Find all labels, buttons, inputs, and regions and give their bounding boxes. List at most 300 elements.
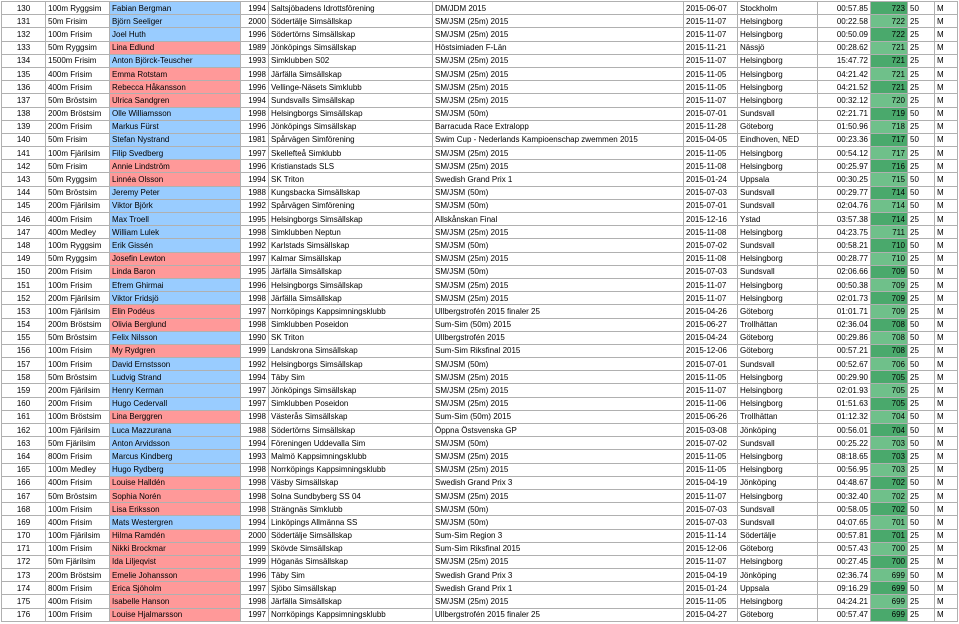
- competition-cell: SM/JSM (50m): [433, 503, 684, 516]
- competition-cell: SM/JSM (50m): [433, 437, 684, 450]
- swimmer-name-cell: Anton Arvidsson: [110, 437, 241, 450]
- table-row: [2, 410, 958, 423]
- club-cell: Väsby Simsällskap: [269, 476, 433, 489]
- table-row: [2, 2, 958, 15]
- competition-cell: Swedish Grand Prix 1: [433, 173, 684, 186]
- competition-cell: SM/JSM (25m) 2015: [433, 371, 684, 384]
- club-cell: Strängnäs Simklubb: [269, 503, 433, 516]
- sex-cell: M: [935, 213, 958, 226]
- table-row: [2, 265, 958, 278]
- event-cell: 200m Fjärilsim: [46, 199, 110, 212]
- rank-cell: 132: [2, 28, 46, 41]
- date-cell: 2015-12-06: [684, 344, 738, 357]
- table-row: [2, 555, 958, 568]
- club-cell: Täby Sim: [269, 569, 433, 582]
- event-cell: 50m Bröstsim: [46, 186, 110, 199]
- city-cell: Uppsala: [738, 173, 818, 186]
- swimmer-name-cell: Emelie Johansson: [110, 569, 241, 582]
- pool-length-cell: 25: [908, 28, 935, 41]
- table-row: [2, 305, 958, 318]
- sex-cell: M: [935, 199, 958, 212]
- event-cell: 100m Frisim: [46, 358, 110, 371]
- date-cell: 2015-04-19: [684, 476, 738, 489]
- rank-cell: 158: [2, 371, 46, 384]
- date-cell: 2015-11-05: [684, 595, 738, 608]
- event-cell: 200m Fjärilsim: [46, 292, 110, 305]
- rank-cell: 167: [2, 489, 46, 502]
- swimmer-name-cell: Sophia Norén: [110, 489, 241, 502]
- date-cell: 2015-03-08: [684, 424, 738, 437]
- event-cell: 200m Bröstsim: [46, 569, 110, 582]
- table-row: [2, 595, 958, 608]
- swimmer-name-cell: Lisa Eriksson: [110, 503, 241, 516]
- swimmer-name-cell: Hugo Rydberg: [110, 463, 241, 476]
- event-cell: 50m Fjärilsim: [46, 437, 110, 450]
- city-cell: Göteborg: [738, 305, 818, 318]
- event-cell: 50m Ryggsim: [46, 173, 110, 186]
- table-row: [2, 213, 958, 226]
- date-cell: 2015-11-07: [684, 278, 738, 291]
- club-cell: Föreningen Uddevalla Sim: [269, 437, 433, 450]
- rank-cell: 147: [2, 226, 46, 239]
- points-cell: 718: [871, 120, 908, 133]
- birth-year-cell: 1997: [241, 147, 269, 160]
- rank-cell: 172: [2, 555, 46, 568]
- ranking-table: [1, 1, 958, 622]
- sex-cell: M: [935, 239, 958, 252]
- pool-length-cell: 25: [908, 384, 935, 397]
- city-cell: Helsingborg: [738, 147, 818, 160]
- event-cell: 50m Ryggsim: [46, 252, 110, 265]
- date-cell: 2015-07-01: [684, 358, 738, 371]
- event-cell: 100m Frisim: [46, 28, 110, 41]
- city-cell: Göteborg: [738, 608, 818, 621]
- club-cell: Spårvägen Simförening: [269, 199, 433, 212]
- birth-year-cell: 2000: [241, 529, 269, 542]
- time-cell: 00:57.47: [818, 608, 871, 621]
- competition-cell: SM/JSM (25m) 2015: [433, 384, 684, 397]
- date-cell: 2015-07-02: [684, 239, 738, 252]
- sex-cell: M: [935, 94, 958, 107]
- pool-length-cell: 25: [908, 226, 935, 239]
- date-cell: 2015-11-07: [684, 489, 738, 502]
- table-row: [2, 239, 958, 252]
- date-cell: 2015-11-07: [684, 292, 738, 305]
- date-cell: 2015-07-03: [684, 503, 738, 516]
- pool-length-cell: 50: [908, 239, 935, 252]
- sex-cell: M: [935, 569, 958, 582]
- time-cell: 00:28.62: [818, 41, 871, 54]
- competition-cell: DM/JDM 2015: [433, 2, 684, 15]
- pool-length-cell: 25: [908, 555, 935, 568]
- points-cell: 717: [871, 147, 908, 160]
- sex-cell: M: [935, 107, 958, 120]
- rank-cell: 176: [2, 608, 46, 621]
- points-cell: 716: [871, 160, 908, 173]
- event-cell: 100m Frisim: [46, 542, 110, 555]
- birth-year-cell: 1996: [241, 81, 269, 94]
- time-cell: 15:47.72: [818, 54, 871, 67]
- competition-cell: SM/JSM (50m): [433, 516, 684, 529]
- swimmer-name-cell: Filip Svedberg: [110, 147, 241, 160]
- time-cell: 00:25.97: [818, 160, 871, 173]
- sex-cell: M: [935, 397, 958, 410]
- birth-year-cell: 1999: [241, 542, 269, 555]
- birth-year-cell: 1992: [241, 358, 269, 371]
- competition-cell: SM/JSM (25m) 2015: [433, 595, 684, 608]
- city-cell: Nässjö: [738, 41, 818, 54]
- time-cell: 04:24.21: [818, 595, 871, 608]
- swimmer-name-cell: Ludvig Strand: [110, 371, 241, 384]
- points-cell: 709: [871, 278, 908, 291]
- rank-cell: 156: [2, 344, 46, 357]
- sex-cell: M: [935, 358, 958, 371]
- city-cell: Sundsvall: [738, 437, 818, 450]
- table-row: [2, 569, 958, 582]
- sex-cell: M: [935, 147, 958, 160]
- pool-length-cell: 25: [908, 54, 935, 67]
- time-cell: 01:51.63: [818, 397, 871, 410]
- rank-cell: 153: [2, 305, 46, 318]
- club-cell: Jönköpings Simsällskap: [269, 120, 433, 133]
- swimmer-name-cell: Luca Mazzurana: [110, 424, 241, 437]
- swimmer-name-cell: Ida Liljeqvist: [110, 555, 241, 568]
- birth-year-cell: 1994: [241, 173, 269, 186]
- sex-cell: M: [935, 542, 958, 555]
- pool-length-cell: 50: [908, 331, 935, 344]
- pool-length-cell: 50: [908, 503, 935, 516]
- club-cell: Södertälje Simsällskap: [269, 15, 433, 28]
- table-row: [2, 424, 958, 437]
- event-cell: 200m Fjärilsim: [46, 384, 110, 397]
- rank-cell: 164: [2, 450, 46, 463]
- rank-cell: 144: [2, 186, 46, 199]
- time-cell: 00:58.21: [818, 239, 871, 252]
- ranking-rows: [2, 2, 958, 622]
- pool-length-cell: 50: [908, 265, 935, 278]
- event-cell: 200m Bröstsim: [46, 107, 110, 120]
- event-cell: 400m Frisim: [46, 476, 110, 489]
- date-cell: 2015-04-26: [684, 305, 738, 318]
- city-cell: Helsingborg: [738, 54, 818, 67]
- pool-length-cell: 25: [908, 41, 935, 54]
- city-cell: Göteborg: [738, 344, 818, 357]
- time-cell: 09:16.29: [818, 582, 871, 595]
- swimmer-name-cell: Marcus Kindberg: [110, 450, 241, 463]
- sex-cell: M: [935, 344, 958, 357]
- club-cell: Järfälla Simsällskap: [269, 67, 433, 80]
- city-cell: Helsingborg: [738, 15, 818, 28]
- sex-cell: M: [935, 226, 958, 239]
- event-cell: 50m Frisim: [46, 15, 110, 28]
- table-row: [2, 384, 958, 397]
- birth-year-cell: 1994: [241, 2, 269, 15]
- sex-cell: M: [935, 476, 958, 489]
- birth-year-cell: 1996: [241, 569, 269, 582]
- club-cell: Simklubben Poseidon: [269, 318, 433, 331]
- event-cell: 100m Fjärilsim: [46, 305, 110, 318]
- points-cell: 705: [871, 397, 908, 410]
- club-cell: Vellinge-Näsets Simklubb: [269, 81, 433, 94]
- points-cell: 721: [871, 81, 908, 94]
- city-cell: Helsingborg: [738, 252, 818, 265]
- city-cell: Ystad: [738, 213, 818, 226]
- date-cell: 2015-07-01: [684, 199, 738, 212]
- time-cell: 00:23.36: [818, 133, 871, 146]
- date-cell: 2015-11-07: [684, 28, 738, 41]
- pool-length-cell: 50: [908, 424, 935, 437]
- points-cell: 700: [871, 542, 908, 555]
- date-cell: 2015-11-08: [684, 252, 738, 265]
- event-cell: 50m Bröstsim: [46, 489, 110, 502]
- birth-year-cell: 2000: [241, 15, 269, 28]
- event-cell: 100m Ryggsim: [46, 239, 110, 252]
- table-row: [2, 41, 958, 54]
- sex-cell: M: [935, 120, 958, 133]
- birth-year-cell: 1995: [241, 265, 269, 278]
- sex-cell: M: [935, 160, 958, 173]
- sex-cell: M: [935, 28, 958, 41]
- date-cell: 2015-11-05: [684, 450, 738, 463]
- club-cell: Kristianstads SLS: [269, 160, 433, 173]
- competition-cell: SM/JSM (25m) 2015: [433, 450, 684, 463]
- pool-length-cell: 50: [908, 318, 935, 331]
- pool-length-cell: 25: [908, 94, 935, 107]
- points-cell: 723: [871, 2, 908, 15]
- pool-length-cell: 50: [908, 199, 935, 212]
- time-cell: 01:12.32: [818, 410, 871, 423]
- points-cell: 714: [871, 199, 908, 212]
- date-cell: 2015-11-05: [684, 81, 738, 94]
- club-cell: Järfälla Simsällskap: [269, 292, 433, 305]
- sex-cell: M: [935, 489, 958, 502]
- table-row: [2, 344, 958, 357]
- event-cell: 400m Medley: [46, 226, 110, 239]
- date-cell: 2015-07-03: [684, 186, 738, 199]
- time-cell: 00:32.40: [818, 489, 871, 502]
- club-cell: Landskrona Simsällskap: [269, 344, 433, 357]
- event-cell: 50m Ryggsim: [46, 41, 110, 54]
- points-cell: 699: [871, 582, 908, 595]
- points-cell: 709: [871, 305, 908, 318]
- table-row: [2, 371, 958, 384]
- time-cell: 02:36.74: [818, 569, 871, 582]
- points-cell: 701: [871, 529, 908, 542]
- swimmer-name-cell: Lina Edlund: [110, 41, 241, 54]
- pool-length-cell: 25: [908, 397, 935, 410]
- event-cell: 400m Frisim: [46, 516, 110, 529]
- rank-cell: 162: [2, 424, 46, 437]
- swimmer-name-cell: Olle Williamsson: [110, 107, 241, 120]
- time-cell: 00:57.85: [818, 2, 871, 15]
- sex-cell: M: [935, 555, 958, 568]
- swimmer-name-cell: Linda Baron: [110, 265, 241, 278]
- points-cell: 708: [871, 318, 908, 331]
- rank-cell: 141: [2, 147, 46, 160]
- birth-year-cell: 1993: [241, 450, 269, 463]
- pool-length-cell: 25: [908, 147, 935, 160]
- club-cell: Helsingborgs Simsällskap: [269, 278, 433, 291]
- city-cell: Sundsvall: [738, 516, 818, 529]
- table-row: [2, 160, 958, 173]
- event-cell: 100m Fjärilsim: [46, 424, 110, 437]
- birth-year-cell: 1998: [241, 226, 269, 239]
- rank-cell: 145: [2, 199, 46, 212]
- date-cell: 2015-11-08: [684, 160, 738, 173]
- club-cell: Malmö Kappsimningsklubb: [269, 450, 433, 463]
- club-cell: Norrköpings Kappsimningsklubb: [269, 305, 433, 318]
- points-cell: 699: [871, 569, 908, 582]
- competition-cell: SM/JSM (50m): [433, 199, 684, 212]
- swimmer-name-cell: Felix Nilsson: [110, 331, 241, 344]
- event-cell: 100m Frisim: [46, 278, 110, 291]
- birth-year-cell: 1998: [241, 476, 269, 489]
- competition-cell: SM/JSM (25m) 2015: [433, 489, 684, 502]
- sex-cell: M: [935, 252, 958, 265]
- club-cell: Kalmar Simsällskap: [269, 252, 433, 265]
- pool-length-cell: 25: [908, 81, 935, 94]
- points-cell: 715: [871, 173, 908, 186]
- swimmer-name-cell: Linnéa Olsson: [110, 173, 241, 186]
- time-cell: 00:58.05: [818, 503, 871, 516]
- competition-cell: SM/JSM (25m) 2015: [433, 278, 684, 291]
- date-cell: 2015-07-03: [684, 516, 738, 529]
- date-cell: 2015-11-07: [684, 384, 738, 397]
- sex-cell: M: [935, 133, 958, 146]
- swimmer-name-cell: David Ernstsson: [110, 358, 241, 371]
- swimmer-name-cell: Elin Podéus: [110, 305, 241, 318]
- event-cell: 50m Bröstsim: [46, 94, 110, 107]
- city-cell: Sundsvall: [738, 265, 818, 278]
- date-cell: 2015-11-06: [684, 397, 738, 410]
- date-cell: 2015-11-28: [684, 120, 738, 133]
- swimmer-name-cell: Viktor Björk: [110, 199, 241, 212]
- table-row: [2, 489, 958, 502]
- city-cell: Sundsvall: [738, 503, 818, 516]
- birth-year-cell: 1996: [241, 120, 269, 133]
- points-cell: 703: [871, 463, 908, 476]
- date-cell: 2015-11-05: [684, 371, 738, 384]
- city-cell: Helsingborg: [738, 463, 818, 476]
- sex-cell: M: [935, 503, 958, 516]
- birth-year-cell: 1996: [241, 28, 269, 41]
- points-cell: 720: [871, 94, 908, 107]
- sex-cell: M: [935, 305, 958, 318]
- swimmer-name-cell: Björn Seeliger: [110, 15, 241, 28]
- sex-cell: M: [935, 331, 958, 344]
- competition-cell: SM/JSM (25m) 2015: [433, 292, 684, 305]
- time-cell: 04:23.75: [818, 226, 871, 239]
- birth-year-cell: 1988: [241, 424, 269, 437]
- event-cell: 100m Ryggsim: [46, 2, 110, 15]
- points-cell: 699: [871, 608, 908, 621]
- event-cell: 100m Frisim: [46, 344, 110, 357]
- event-cell: 400m Frisim: [46, 67, 110, 80]
- time-cell: 01:01.71: [818, 305, 871, 318]
- rank-cell: 146: [2, 213, 46, 226]
- pool-length-cell: 50: [908, 410, 935, 423]
- swimmer-name-cell: Annie Lindström: [110, 160, 241, 173]
- sex-cell: M: [935, 410, 958, 423]
- date-cell: 2015-11-07: [684, 555, 738, 568]
- time-cell: 00:52.67: [818, 358, 871, 371]
- time-cell: 00:50.38: [818, 278, 871, 291]
- club-cell: Södertörns Simsällskap: [269, 28, 433, 41]
- city-cell: Helsingborg: [738, 67, 818, 80]
- rank-cell: 130: [2, 2, 46, 15]
- date-cell: 2015-11-07: [684, 15, 738, 28]
- club-cell: Helsingborgs Simsällskap: [269, 358, 433, 371]
- pool-length-cell: 25: [908, 120, 935, 133]
- pool-length-cell: 50: [908, 476, 935, 489]
- table-row: [2, 476, 958, 489]
- event-cell: 400m Frisim: [46, 213, 110, 226]
- birth-year-cell: 1998: [241, 107, 269, 120]
- competition-cell: SM/JSM (25m) 2015: [433, 81, 684, 94]
- city-cell: Helsingborg: [738, 450, 818, 463]
- city-cell: Helsingborg: [738, 384, 818, 397]
- time-cell: 02:06.66: [818, 265, 871, 278]
- competition-cell: SM/JSM (25m) 2015: [433, 463, 684, 476]
- pool-length-cell: 25: [908, 608, 935, 621]
- birth-year-cell: 1994: [241, 94, 269, 107]
- swimmer-name-cell: William Lulek: [110, 226, 241, 239]
- birth-year-cell: 1998: [241, 67, 269, 80]
- sex-cell: M: [935, 450, 958, 463]
- table-row: [2, 278, 958, 291]
- pool-length-cell: 25: [908, 489, 935, 502]
- pool-length-cell: 25: [908, 160, 935, 173]
- sex-cell: M: [935, 318, 958, 331]
- pool-length-cell: 25: [908, 213, 935, 226]
- swimmer-name-cell: Jeremy Peter: [110, 186, 241, 199]
- table-row: [2, 120, 958, 133]
- club-cell: SK Triton: [269, 331, 433, 344]
- club-cell: Helsingborgs Simsällskap: [269, 213, 433, 226]
- swimmer-name-cell: Hugo Cedervall: [110, 397, 241, 410]
- points-cell: 717: [871, 133, 908, 146]
- sex-cell: M: [935, 463, 958, 476]
- swimmer-name-cell: Anton Björck-Teuscher: [110, 54, 241, 67]
- pool-length-cell: 25: [908, 344, 935, 357]
- time-cell: 00:57.81: [818, 529, 871, 542]
- date-cell: 2015-11-07: [684, 54, 738, 67]
- date-cell: 2015-06-26: [684, 410, 738, 423]
- date-cell: 2015-12-06: [684, 542, 738, 555]
- table-row: [2, 81, 958, 94]
- birth-year-cell: 1996: [241, 278, 269, 291]
- competition-cell: SM/JSM (50m): [433, 186, 684, 199]
- date-cell: 2015-07-01: [684, 107, 738, 120]
- sex-cell: M: [935, 41, 958, 54]
- sex-cell: M: [935, 595, 958, 608]
- city-cell: Helsingborg: [738, 28, 818, 41]
- time-cell: 02:04.76: [818, 199, 871, 212]
- rank-cell: 138: [2, 107, 46, 120]
- city-cell: Helsingborg: [738, 555, 818, 568]
- table-row: [2, 463, 958, 476]
- birth-year-cell: 1998: [241, 463, 269, 476]
- competition-cell: SM/JSM (25m) 2015: [433, 147, 684, 160]
- club-cell: Södertälje Simsällskap: [269, 529, 433, 542]
- competition-cell: Sum-Sim Riksfinal 2015: [433, 344, 684, 357]
- time-cell: 03:57.38: [818, 213, 871, 226]
- time-cell: 04:07.65: [818, 516, 871, 529]
- birth-year-cell: 1998: [241, 595, 269, 608]
- sex-cell: M: [935, 278, 958, 291]
- city-cell: Eindhoven, NED: [738, 133, 818, 146]
- time-cell: 00:56.01: [818, 424, 871, 437]
